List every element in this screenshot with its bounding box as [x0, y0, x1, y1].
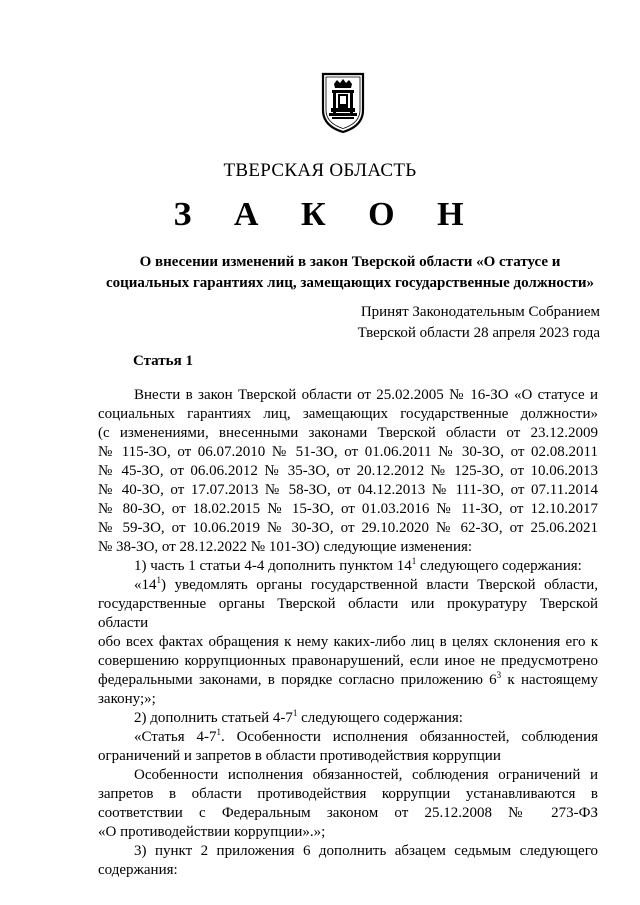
adoption-line: Тверской области 28 апреля 2023 года — [357, 325, 600, 341]
text-line: социальных гарантиях лиц, замещающих государственные должности» — [98, 406, 598, 422]
adoption-line: Принят Законодательным Собранием — [360, 304, 600, 320]
document-type: З А К О Н — [173, 196, 481, 233]
quote-line: «Статья $4-7^1$. Особенности исполнения обязанностей, соблюдения — [134, 727, 599, 745]
article-body — [98, 386, 598, 880]
quote-line: запретов в области противодействия коррупции устанавливаются в — [98, 786, 598, 802]
region-name: ТВЕРСКАЯ ОБЛАСТЬ — [223, 160, 417, 181]
law-title — [100, 252, 600, 294]
quote-line: обо всех фактах обращения к нему каких-либо лиц в целях склонения его к — [98, 634, 598, 650]
text-line: Внести в закон Тверской области от 25.02.2005 № 16-ЗО «О статусе и — [134, 387, 598, 403]
quote-line: государственные органы Тверской области или прокуратуру Тверской области — [98, 596, 598, 631]
quote-line: совершению коррупционных правонарушений, если иное не предусмотрено — [98, 653, 598, 669]
quote-line: закону;»; — [98, 691, 156, 707]
text-line: № 80-ЗО, от 18.02.2015 № 15-ЗО, от 01.03.2016 № 11-ЗО, от 12.10.2017 — [98, 501, 598, 517]
quote-line: «О противодействии коррупции».»; — [98, 824, 326, 840]
quote-line: Особенности исполнения обязанностей, соблюдения ограничений и — [134, 767, 598, 783]
text-line: № 45-ЗО, от 06.06.2012 № 35-ЗО, от 20.12.2012 № 125-ЗО, от 10.06.2013 — [98, 463, 598, 479]
list-item: содержания: — [98, 862, 178, 878]
text-line: № 38-ЗО, от 28.12.2022 № 101-ЗО) следующие изменения: — [98, 539, 473, 555]
text-line: (с изменениями, внесенными законами Тверской области от 23.12.2009 — [98, 425, 598, 441]
law-title-line: социальных гарантиях лиц, замещающих государственные должности» — [105, 275, 595, 291]
list-item: 2) дополнить статьей $4-7^1$ следующего содержания: — [134, 708, 463, 726]
law-title-line: О внесении изменений в закон Тверской области «О статусе и — [139, 254, 561, 270]
quote-line: ограничений и запретов в области противодействия коррупции — [98, 748, 501, 764]
text-line: № 59-ЗО, от 10.06.2019 № 30-ЗО, от 29.10.2020 № 62-ЗО, от 25.06.2021 — [98, 520, 598, 536]
quote-line: федеральными законами, в порядке согласно приложению $6^3$ к настоящему — [98, 670, 598, 688]
text-line: № 40-ЗО, от 17.07.2013 № 58-ЗО, от 04.12.2013 № 111-ЗО, от 07.11.2014 — [98, 482, 598, 498]
list-item: 1) часть 1 статьи 4-4 дополнить пунктом $14^1$ следующего содержания: — [134, 556, 582, 574]
list-item: 3) пункт 2 приложения 6 дополнить абзацем седьмым следующего — [134, 843, 598, 859]
quote-line: «$14^1$) уведомлять органы государственной власти Тверской области, — [134, 575, 598, 593]
text-line: № 115-ЗО, от 06.07.2010 № 51-ЗО, от 01.06.2011 № 30-ЗО, от 02.08.2011 — [98, 444, 598, 460]
adoption-note — [300, 302, 600, 344]
tver-coat-of-arms-icon — [320, 70, 366, 134]
article-heading: Статья 1 — [133, 353, 193, 369]
quote-line: соответствии с Федеральным законом от 25.12.2008 № 273-ФЗ — [98, 805, 598, 821]
